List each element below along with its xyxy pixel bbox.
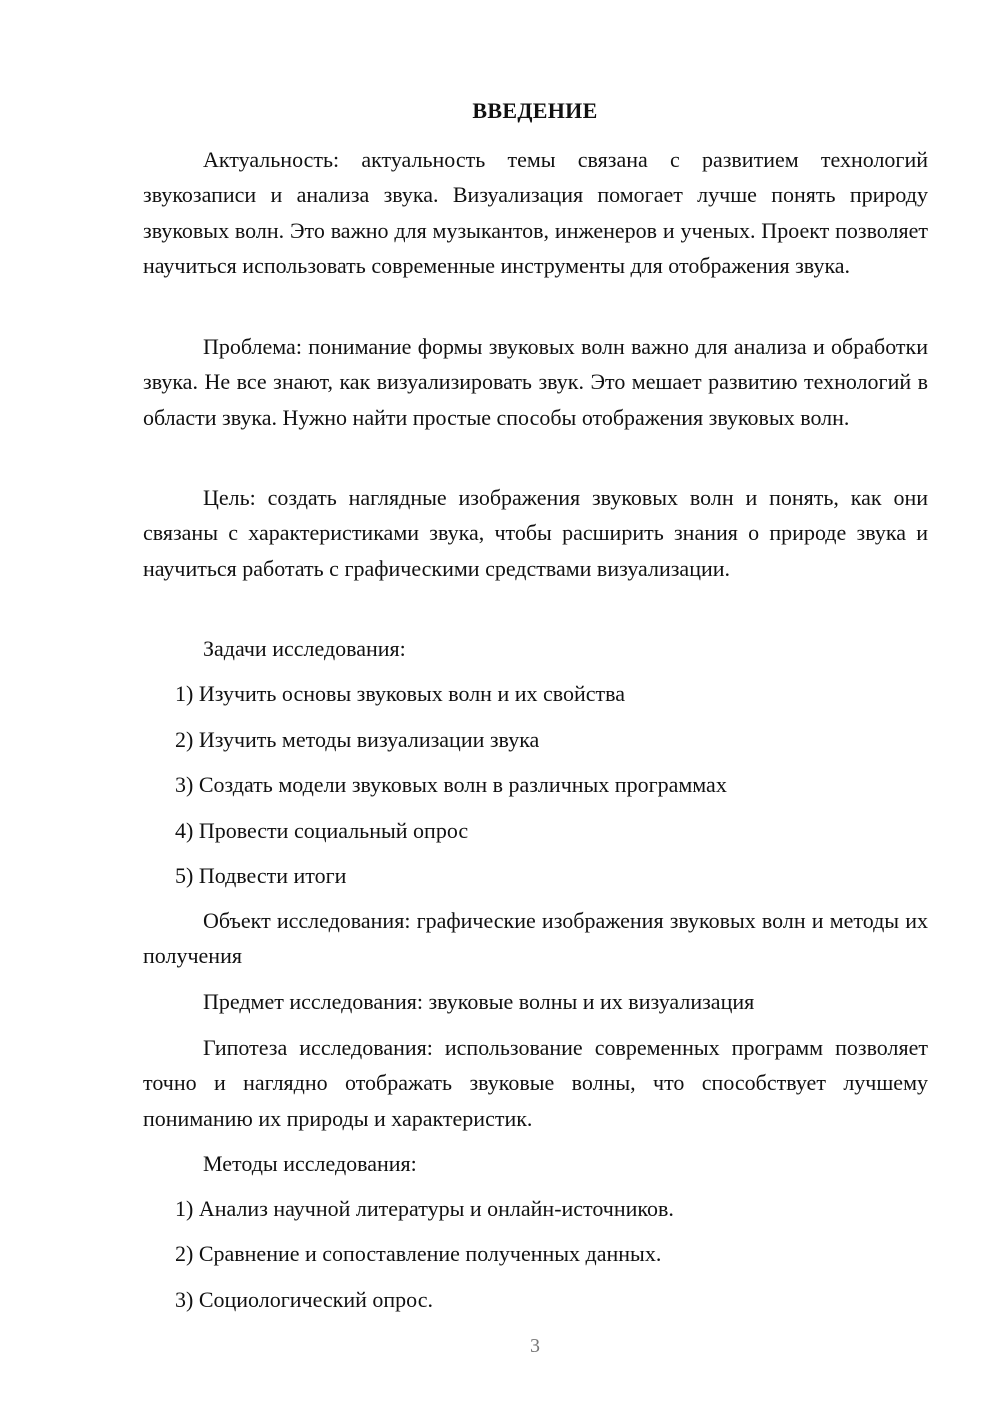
hypothesis-paragraph: Гипотеза исследования: использование современных программ позволяет точно и наглядно отображать звуковые волны, что способствует лучшему пониманию их природы и характеристик.	[143, 1035, 928, 1131]
method-item: 2) Сравнение и сопоставление полученных данных.	[175, 1241, 662, 1266]
tasks-heading: Задачи исследования:	[203, 636, 406, 661]
goal-paragraph: Цель: создать наглядные изображения звуковых волн и понять, как они связаны с характеристиками звука, чтобы расширить знания о природе звука и научиться работать с графическими средствами визуализации.	[143, 485, 928, 581]
task-item: 2) Изучить методы визуализации звука	[175, 727, 540, 752]
task-item: 3) Создать модели звуковых волн в различных программах	[175, 772, 727, 797]
task-item: 5) Подвести итоги	[175, 863, 347, 888]
problem-paragraph: Проблема: понимание формы звуковых волн важно для анализа и обработки звука. Не все знают, как визуализировать звук. Это мешает развитию технологий в области звука. Нужно найти простые способы отображения звуковых волн.	[143, 334, 928, 430]
subject-paragraph: Предмет исследования: звуковые волны и их визуализация	[203, 989, 755, 1014]
methods-heading: Методы исследования:	[203, 1151, 417, 1176]
task-item: 4) Провести социальный опрос	[175, 818, 469, 843]
task-item: 1) Изучить основы звуковых волн и их свойства	[175, 681, 626, 706]
method-item: 1) Анализ научной литературы и онлайн-источников.	[175, 1196, 674, 1221]
page-number: 3	[530, 1335, 540, 1357]
method-item: 3) Социологический опрос.	[175, 1287, 433, 1312]
relevance-paragraph: Актуальность: актуальность темы связана с развитием технологий звукозаписи и анализа звука. Визуализация помогает лучше понять природу звуковых волн. Это важно для музыкантов, инженеров и ученых. Проект позволяет научиться использовать современные инструменты для отображения звука.	[143, 147, 928, 278]
page-title: ВВЕДЕНИЕ	[472, 98, 598, 123]
object-paragraph: Объект исследования: графические изображения звуковых волн и методы их получения	[143, 908, 928, 969]
